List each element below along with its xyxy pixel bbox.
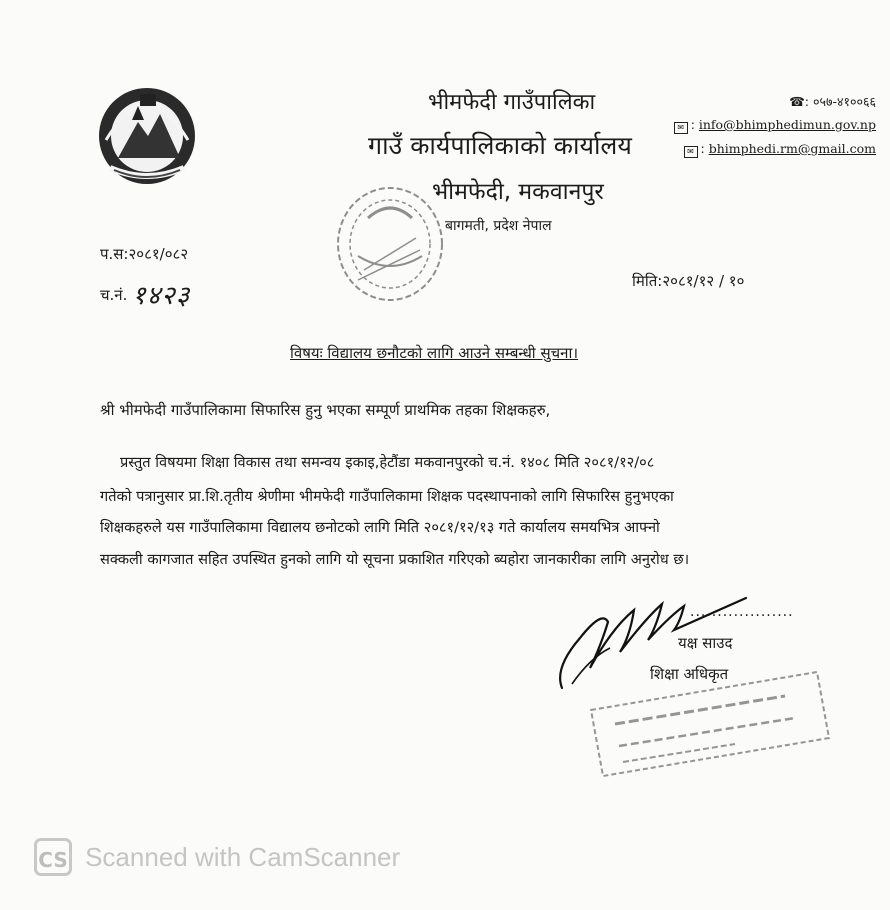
office-name: गाउँ कार्यपालिकाको कार्यालय — [368, 131, 632, 160]
email-link-2[interactable]: bhimphedi.rm@gmail.com — [708, 141, 876, 156]
body-line-3: शिक्षकहरुले यस गाउँपालिकामा विद्यालय छनोटको लागि मिति २०८१/१२/१३ गते कार्यालय समयभित्र आफ्नो — [100, 519, 660, 536]
signatory-name: यक्ष साउद — [678, 634, 733, 652]
body-line-2: गतेको पत्रानुसार प्रा.शि.तृतीय श्रेणीमा भीमफेदी गाउँपालिकामा शिक्षक पदस्थापनाको लागि सिफारिस हुनुभएका — [100, 488, 674, 505]
salutation: श्री भीमफेदी गाउँपालिकामा सिफारिस हुनु भएका सम्पूर्ण प्राथमिक तहका शिक्षकहरु, — [100, 401, 551, 419]
body-line-4: सक्कली कागजात सहित उपस्थित हुनको लागि यो सूचना प्रकाशित गरिएको ब्यहोरा जानकारीका लागि अनुरोध छ। — [100, 551, 690, 568]
municipality-name: भीमफेदी गाउँपालिका — [428, 90, 596, 115]
dispatch-label: च.नं. — [100, 286, 128, 304]
phone-line — [789, 93, 876, 110]
email-line-2: ✉ : bhimphedi.rm@gmail.com — [684, 141, 877, 158]
watermark-text: Scanned with CamScanner — [85, 841, 401, 872]
letter-subject: विषयः विद्यालय छनौटको लागि आउने सम्बन्धी सुचना। — [290, 344, 579, 362]
phone-number: ०५७-४१००६६ — [812, 94, 876, 109]
nepal-emblem-icon — [84, 80, 210, 192]
camscanner-logo-icon: CS — [34, 838, 72, 876]
province-line: बागमती, प्रदेश नेपाल — [445, 218, 552, 234]
fiscal-year-ref: प.स:२०८१/०८२ — [100, 245, 189, 263]
email-icon: ✉ — [674, 122, 688, 134]
camscanner-watermark — [34, 838, 400, 880]
signature-line: ................... — [690, 604, 794, 620]
office-address: भीमफेदी, मकवानपुर — [432, 179, 604, 205]
dispatch-number: १४२३ — [132, 281, 191, 311]
letter-date: मिति:२०८१/१२ / १० — [632, 272, 745, 290]
dispatch-ref — [100, 272, 191, 311]
phone-icon: ☎: — [789, 94, 809, 109]
email-icon: ✉ — [684, 146, 698, 158]
official-rectangular-stamp — [585, 662, 835, 782]
email-link-1[interactable]: info@bhimphedimun.gov.np — [698, 117, 876, 132]
office-seal-stamp — [328, 178, 448, 308]
email-line-1: ✉ : info@bhimphedimun.gov.np — [674, 117, 876, 134]
body-line-1: प्रस्तुत विषयमा शिक्षा विकास तथा समन्वय इकाइ,हेटौंडा मकवानपुरको च.नं. १४०८ मिति २०८१/१२/०८ — [120, 454, 655, 471]
signatory-title: शिक्षा अधिकृत — [650, 665, 729, 683]
